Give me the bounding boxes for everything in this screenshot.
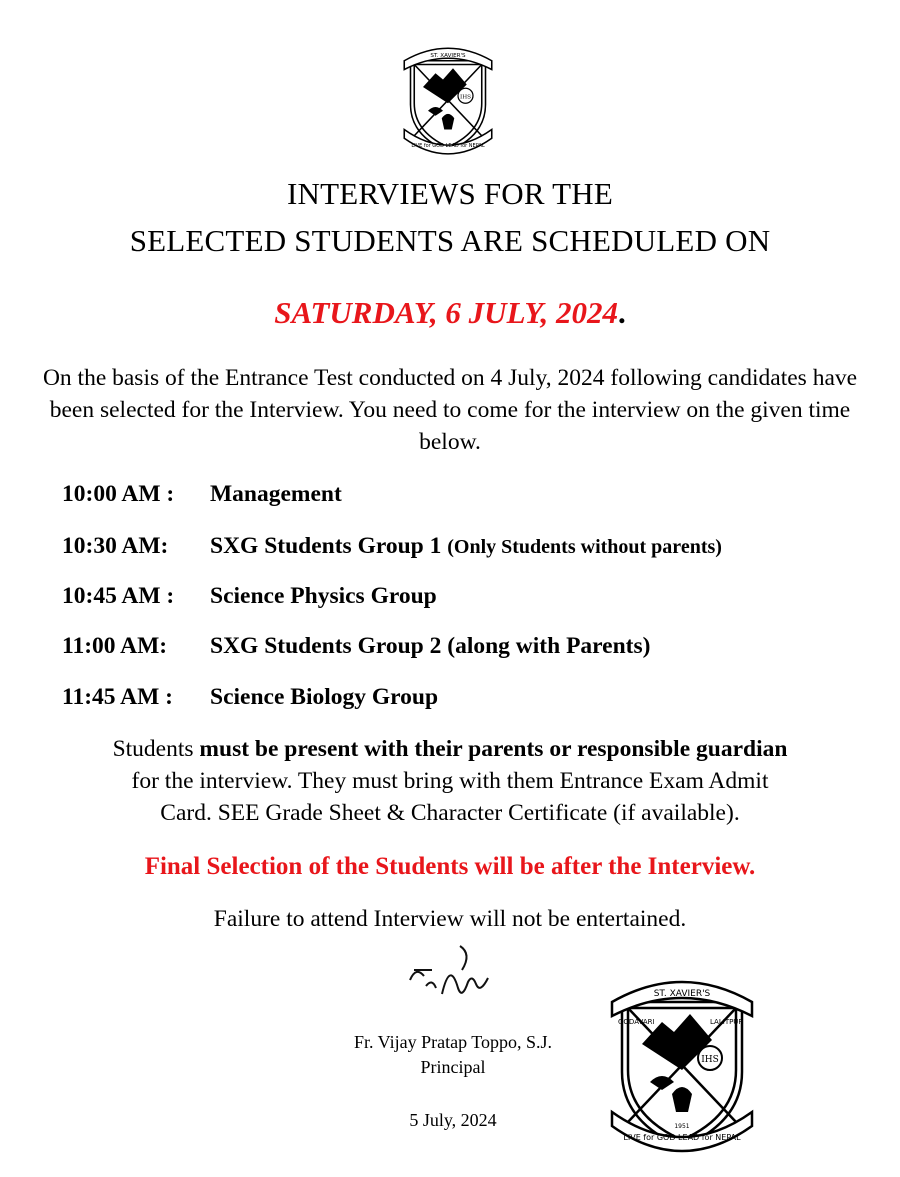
schedule-time: 10:00 AM : bbox=[62, 481, 175, 507]
school-crest-logo-bottom bbox=[602, 962, 762, 1158]
crest-right-text: LALITPUR bbox=[710, 1018, 744, 1026]
schedule-time: 11:00 AM: bbox=[62, 633, 168, 659]
schedule-group: SXG Students Group 1 bbox=[210, 533, 442, 559]
schedule-row bbox=[62, 682, 862, 712]
signatory-name: Fr. Vijay Pratap Toppo, S.J. bbox=[353, 1032, 552, 1052]
interview-date-period: . bbox=[617, 295, 626, 330]
schedule-row bbox=[62, 531, 862, 562]
intro-paragraph: On the basis of the Entrance Test conducted on 4 July, 2024 following candidates have been selected for the Interview. You need to come for the interview on the given time below. bbox=[42, 365, 858, 455]
crest-banner-text-bottom: ST. XAVIER'S bbox=[653, 989, 711, 999]
schedule-time: 10:45 AM : bbox=[62, 583, 175, 609]
principal-signature bbox=[402, 940, 498, 1012]
final-selection-notice: Final Selection of the Students will be after the Interview. bbox=[144, 853, 756, 880]
notice-date: 5 July, 2024 bbox=[409, 1110, 497, 1130]
failure-notice: Failure to attend Interview will not be entertained. bbox=[213, 906, 687, 932]
schedule-group: SXG Students Group 2 (along with Parents) bbox=[210, 633, 651, 659]
schedule-group: Science Physics Group bbox=[210, 583, 437, 609]
school-crest-logo-top bbox=[398, 34, 498, 160]
crest-motto-bottom: LIVE for GOD LEAD for NEPAL bbox=[623, 1133, 741, 1142]
crest-left-text: GODAVARI bbox=[618, 1018, 655, 1026]
schedule-time: 11:45 AM : bbox=[62, 684, 173, 710]
schedule-row bbox=[62, 581, 862, 611]
signatory-role: Principal bbox=[420, 1057, 486, 1077]
crest-year: 1951 bbox=[674, 1123, 690, 1130]
crest-banner-text-top: ST. XAVIER'S bbox=[430, 53, 466, 59]
crest-motto-top: LIVE for GOD LEAD for NEPAL bbox=[411, 143, 485, 149]
heading-line-2: SELECTED STUDENTS ARE SCHEDULED ON bbox=[129, 223, 771, 258]
schedule-group: Management bbox=[210, 481, 342, 507]
requirements-lead: Students bbox=[112, 736, 194, 762]
crest-monogram-bottom: IHS bbox=[701, 1055, 719, 1065]
interview-date-text: SATURDAY, 6 JULY, 2024 bbox=[274, 295, 618, 330]
requirements-line-2: for the interview. They must bring with them Entrance Exam Admit bbox=[131, 768, 769, 794]
heading-line-1: INTERVIEWS FOR THE bbox=[286, 176, 614, 211]
crest-monogram-top: IHS bbox=[460, 94, 471, 101]
schedule-group: Science Biology Group bbox=[210, 684, 439, 710]
requirements-paragraph bbox=[40, 733, 860, 829]
schedule-row bbox=[62, 631, 862, 661]
schedule-row bbox=[62, 479, 862, 509]
interview-date bbox=[0, 295, 900, 331]
requirements-line-3: Card. SEE Grade Sheet & Character Certificate (if available). bbox=[160, 800, 740, 826]
requirements-bold: must be present with their parents or responsible guardian bbox=[199, 736, 788, 762]
schedule-note: (Only Students without parents) bbox=[447, 536, 722, 558]
schedule-time: 10:30 AM: bbox=[62, 533, 169, 559]
